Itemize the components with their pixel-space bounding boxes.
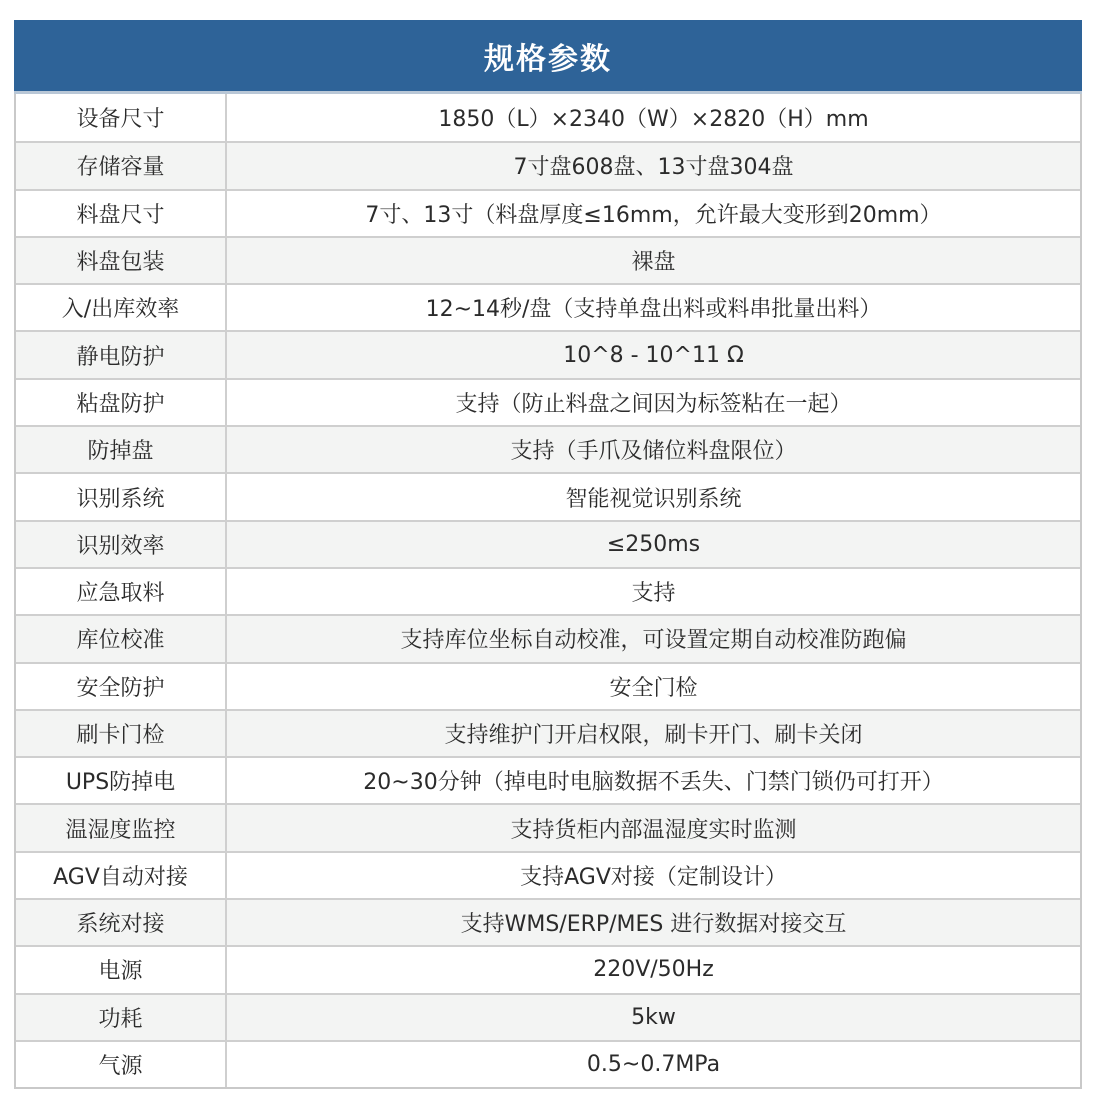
row-label: 入/出库效率 [16,285,227,330]
row-value: 智能视觉识别系统 [565,486,742,512]
row-label: 料盘尺寸 [16,191,227,236]
table-row [16,614,1080,661]
table-row [16,756,1080,803]
table-row [16,993,1080,1040]
table-row [16,330,1080,377]
row-value: 支持库位坐标自动校准，可设置定期自动校准防跑偏 [400,628,907,654]
row-label: 存储容量 [16,143,227,188]
table-row [16,520,1080,567]
row-label: 识别系统 [16,474,227,519]
row-value: 支持（手爪及储位料盘限位） [510,439,797,465]
row-label: 防掉盘 [16,427,227,472]
row-label: 温湿度监控 [16,805,227,850]
row-value: 7寸、13寸（料盘厚度≤16mm，允许最大变形到20mm） [365,202,942,228]
table-row [16,236,1080,283]
row-value: 支持 [631,581,676,607]
table-title: 规格参数 [14,20,1082,94]
table-row [16,141,1080,188]
spec-table [14,20,1082,1089]
table-row [16,283,1080,330]
row-label: 料盘包装 [16,238,227,283]
table-row [16,1040,1080,1087]
row-value: 支持货柜内部温湿度实时监测 [510,817,797,843]
row-value: 7寸盘608盘、13寸盘304盘 [513,155,794,181]
table-row [16,898,1080,945]
table-row [16,378,1080,425]
table-row [16,803,1080,850]
row-value: 裸盘 [631,250,676,276]
row-value: 220V/50Hz [593,957,714,983]
row-label: 静电防护 [16,332,227,377]
row-label: 识别效率 [16,522,227,567]
row-value: 20~30分钟（掉电时电脑数据不丢失、门禁门锁仍可打开） [363,770,944,796]
row-value: 支持WMS/ERP/MES 进行数据对接交互 [460,912,847,938]
row-label: UPS防掉电 [16,758,227,803]
row-label: 功耗 [16,995,227,1040]
row-label: 系统对接 [16,900,227,945]
row-value: 0.5~0.7MPa [586,1052,721,1078]
row-label: 安全防护 [16,664,227,709]
table-row [16,425,1080,472]
table-row [16,567,1080,614]
table-row [16,945,1080,992]
row-label: 刷卡门检 [16,711,227,756]
row-value: ≤250ms [606,531,701,557]
row-label: 气源 [16,1042,227,1087]
table-row [16,472,1080,519]
table-row [16,94,1080,141]
row-value: 支持（防止料盘之间因为标签粘在一起） [455,391,852,417]
row-label: 库位校准 [16,616,227,661]
row-label: 粘盘防护 [16,380,227,425]
table-row [16,189,1080,236]
row-value: 1850（L）×2340（W）×2820（H）mm [438,107,869,133]
row-label: 应急取料 [16,569,227,614]
row-value: 安全门检 [609,675,698,701]
spec-table-body [14,94,1082,1089]
row-value: 5kw [631,1004,676,1030]
row-label: 电源 [16,947,227,992]
row-label: 设备尺寸 [16,94,227,141]
table-row [16,709,1080,756]
row-value: 支持AGV对接（定制设计） [520,864,787,890]
table-row [16,851,1080,898]
row-label: AGV自动对接 [16,853,227,898]
table-row [16,662,1080,709]
row-value: 支持维护门开启权限，刷卡开门、刷卡关闭 [444,723,863,748]
row-value: 12~14秒/盘（支持单盘出料或料串批量出料） [425,297,882,323]
row-value: 10^8 - 10^11 Ω [563,342,744,368]
